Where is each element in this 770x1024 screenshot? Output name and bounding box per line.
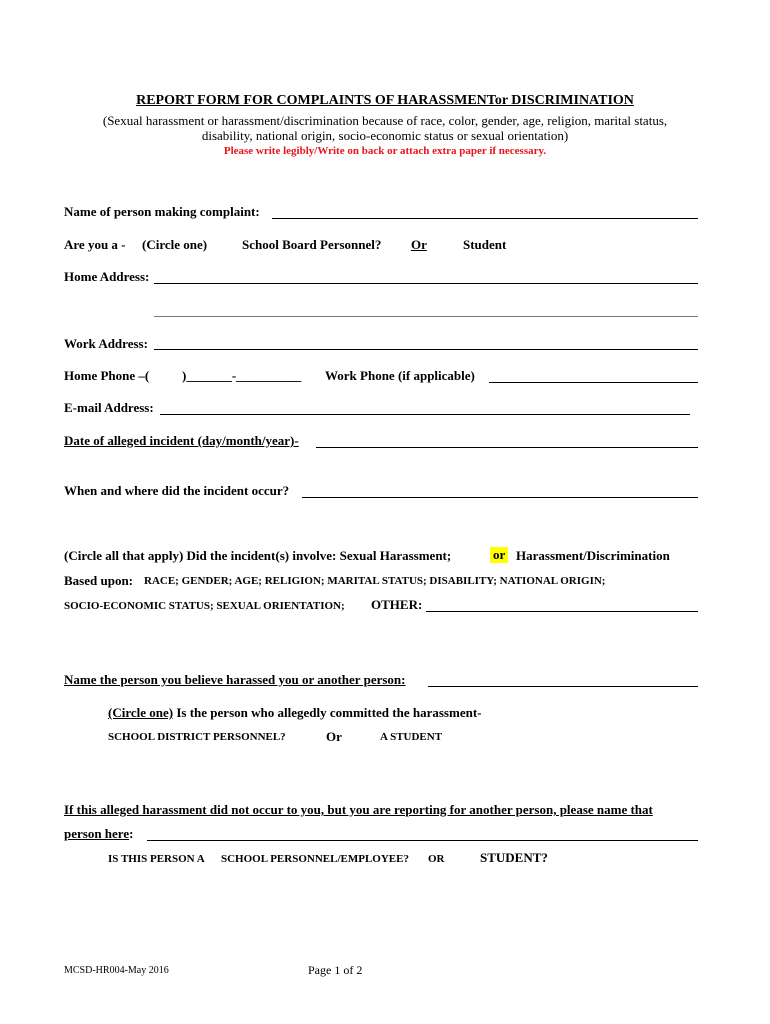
accused-role-question <box>108 705 481 721</box>
option-school-board-personnel[interactable]: School Board Personnel? <box>242 237 382 252</box>
incident-type-question: (Circle all that apply) Did the incident(s) involve: Sexual Harassment; <box>64 548 452 563</box>
accused-circle-one: (Circle one) <box>108 705 174 720</box>
accused-question-text: Is the person who allegedly committed the harassment- <box>173 705 482 720</box>
other-field[interactable] <box>426 611 698 612</box>
option-school-personnel-employee[interactable]: SCHOOL PERSONNEL/EMPLOYEE? <box>221 853 409 865</box>
work-phone-field[interactable] <box>489 382 698 383</box>
form-code: MCSD-HR004-May 2016 <box>64 965 169 976</box>
instruction-text: Please write legibly/Write on back or attach extra paper if necessary. <box>223 145 547 157</box>
email-label: E-mail Address: <box>64 400 154 415</box>
work-phone-label: Work Phone (if applicable) <box>325 368 475 383</box>
other-person-name-field[interactable] <box>147 840 698 841</box>
other-person-statement: If this alleged harassment did not occur to you, but you are reporting for another person, please name that <box>64 802 653 817</box>
accused-name-label: Name the person you believe harassed you or another person: <box>64 672 406 687</box>
complainant-name-label: Name of person making complaint: <box>64 204 260 219</box>
is-this-person-label: IS THIS PERSON A <box>108 853 205 865</box>
form-subtitle-line1: (Sexual harassment or harassment/discrimination because of race, color, gender, age, religion, marital status, <box>102 113 668 128</box>
other-person-or-text: OR <box>428 853 445 865</box>
complainant-name-field[interactable] <box>272 218 698 219</box>
home-address-field-line2[interactable] <box>154 316 698 317</box>
email-field[interactable] <box>160 414 690 415</box>
page-number: Page 1 of 2 <box>308 963 363 977</box>
form-title: REPORT FORM FOR COMPLAINTS OF HARASSMENTor DISCRIMINATION <box>136 93 634 108</box>
circle-one-note: (Circle one) <box>142 237 208 252</box>
or-text: Or <box>411 237 427 252</box>
incident-date-label: Date of alleged incident (day/month/year)- <box>64 433 299 448</box>
accused-or-text: Or <box>326 729 342 744</box>
work-address-label: Work Address: <box>64 336 148 351</box>
form-subtitle-line2: disability, national origin, socio-economic status or sexual orientation) <box>201 128 569 143</box>
other-label: OTHER: <box>371 597 423 612</box>
home-phone-label: Home Phone –( <box>64 368 150 383</box>
person-here-label <box>64 826 133 842</box>
accused-name-field[interactable] <box>428 686 698 687</box>
or-highlight: or <box>490 547 508 563</box>
person-here-colon: : <box>129 826 134 841</box>
work-address-field[interactable] <box>154 349 698 350</box>
option-school-district-personnel[interactable]: SCHOOL DISTRICT PERSONNEL? <box>108 731 286 743</box>
home-address-field[interactable] <box>154 283 698 284</box>
option-student-other[interactable]: STUDENT? <box>480 850 548 865</box>
based-upon-options[interactable]: RACE; GENDER; AGE; RELIGION; MARITAL STATUS; DISABILITY; NATIONAL ORIGIN; <box>144 575 606 587</box>
option-student[interactable]: Student <box>463 237 507 252</box>
person-here-text: person here <box>64 826 130 841</box>
home-address-label: Home Address: <box>64 269 150 284</box>
option-harassment-discrimination[interactable]: Harassment/Discrimination <box>516 548 670 563</box>
based-upon-options-line2[interactable]: SOCIO-ECONOMIC STATUS; SEXUAL ORIENTATION; <box>64 600 345 612</box>
incident-location-label: When and where did the incident occur? <box>64 483 290 498</box>
incident-location-field[interactable] <box>302 497 698 498</box>
option-a-student[interactable]: A STUDENT <box>380 731 443 743</box>
role-question-label: Are you a - <box>64 237 126 252</box>
incident-date-field[interactable] <box>316 447 698 448</box>
home-phone-field[interactable]: )_______-__________ <box>182 368 302 383</box>
based-upon-label: Based upon: <box>64 573 133 588</box>
